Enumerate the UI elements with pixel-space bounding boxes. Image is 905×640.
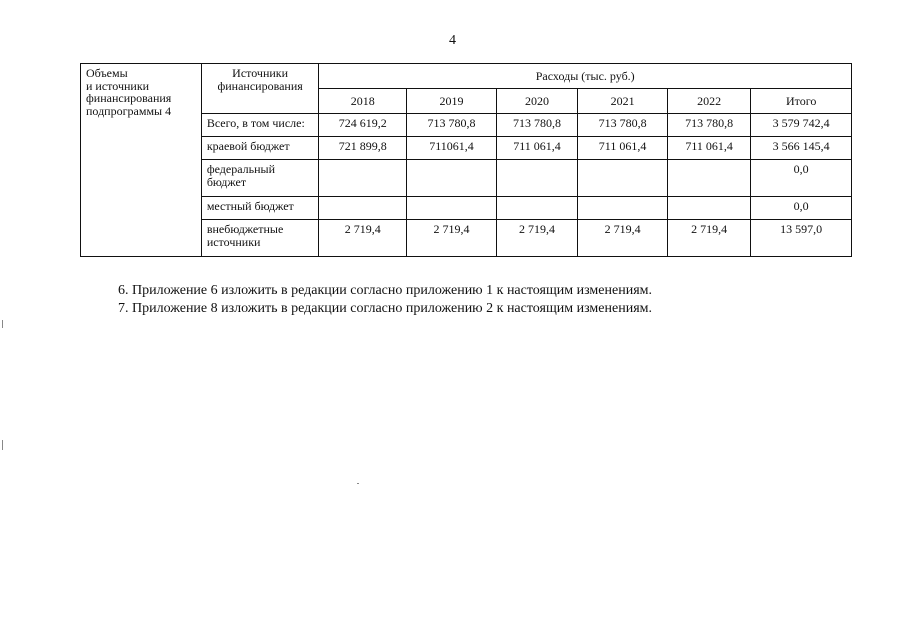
scan-artifact-mark: [2, 320, 3, 328]
source-cell: местный бюджет: [201, 197, 319, 220]
sources-header-line: Источники: [232, 66, 289, 80]
value-cell: 711 061,4: [578, 137, 668, 160]
value-cell: 711 061,4: [496, 137, 577, 160]
year-header: 2021: [578, 89, 668, 114]
total-cell: 0,0: [751, 160, 852, 197]
total-cell: 3 579 742,4: [751, 114, 852, 137]
value-cell: 724 619,2: [319, 114, 407, 137]
value-cell: 2 719,4: [407, 220, 497, 257]
subprogram-label-line: и источники: [86, 78, 150, 93]
source-cell: внебюджетные источники: [201, 220, 319, 257]
value-cell: 2 719,4: [319, 220, 407, 257]
year-header: 2018: [319, 89, 407, 114]
value-cell: [578, 197, 668, 220]
value-cell: 711061,4: [407, 137, 497, 160]
value-cell: 711 061,4: [667, 137, 750, 160]
value-cell: [578, 160, 668, 197]
value-cell: 713 780,8: [407, 114, 497, 137]
financing-table: [80, 63, 852, 257]
source-cell: краевой бюджет: [201, 137, 319, 160]
sources-header-line: финансирования: [217, 78, 303, 93]
value-cell: 721 899,8: [319, 137, 407, 160]
value-cell: 2 719,4: [496, 220, 577, 257]
paragraph-6: 6. Приложение 6 изложить в редакции согласно приложению 1 к настоящим изменениям.: [118, 283, 652, 298]
value-cell: [496, 160, 577, 197]
scan-artifact-mark: [357, 483, 359, 484]
value-cell: 2 719,4: [667, 220, 750, 257]
subprogram-label-line: Объемы: [86, 66, 128, 80]
subprogram-label-line: финансирования: [86, 91, 172, 106]
value-cell: 713 780,8: [667, 114, 750, 137]
value-cell: [407, 160, 497, 197]
total-cell: 0,0: [751, 197, 852, 220]
expenses-header: Расходы (тыс. руб.): [319, 64, 852, 89]
source-cell: Всего, в том числе:: [201, 114, 319, 137]
value-cell: [667, 197, 750, 220]
year-header: 2022: [667, 89, 750, 114]
sources-header-cell: [201, 64, 319, 114]
source-cell: федеральный бюджет: [201, 160, 319, 197]
value-cell: [496, 197, 577, 220]
total-cell: 13 597,0: [751, 220, 852, 257]
value-cell: [319, 197, 407, 220]
subprogram-label-line: подпрограммы 4: [86, 103, 172, 118]
value-cell: 713 780,8: [578, 114, 668, 137]
value-cell: 713 780,8: [496, 114, 577, 137]
subprogram-label-cell: [81, 64, 202, 257]
total-cell: 3 566 145,4: [751, 137, 852, 160]
year-header: 2020: [496, 89, 577, 114]
year-header: 2019: [407, 89, 497, 114]
page-number: 4: [449, 33, 456, 48]
value-cell: 2 719,4: [578, 220, 668, 257]
value-cell: [319, 160, 407, 197]
value-cell: [667, 160, 750, 197]
total-header: Итого: [751, 89, 852, 114]
scan-artifact-mark: [2, 440, 3, 450]
value-cell: [407, 197, 497, 220]
paragraph-7: 7. Приложение 8 изложить в редакции согласно приложению 2 к настоящим изменениям.: [118, 301, 652, 316]
